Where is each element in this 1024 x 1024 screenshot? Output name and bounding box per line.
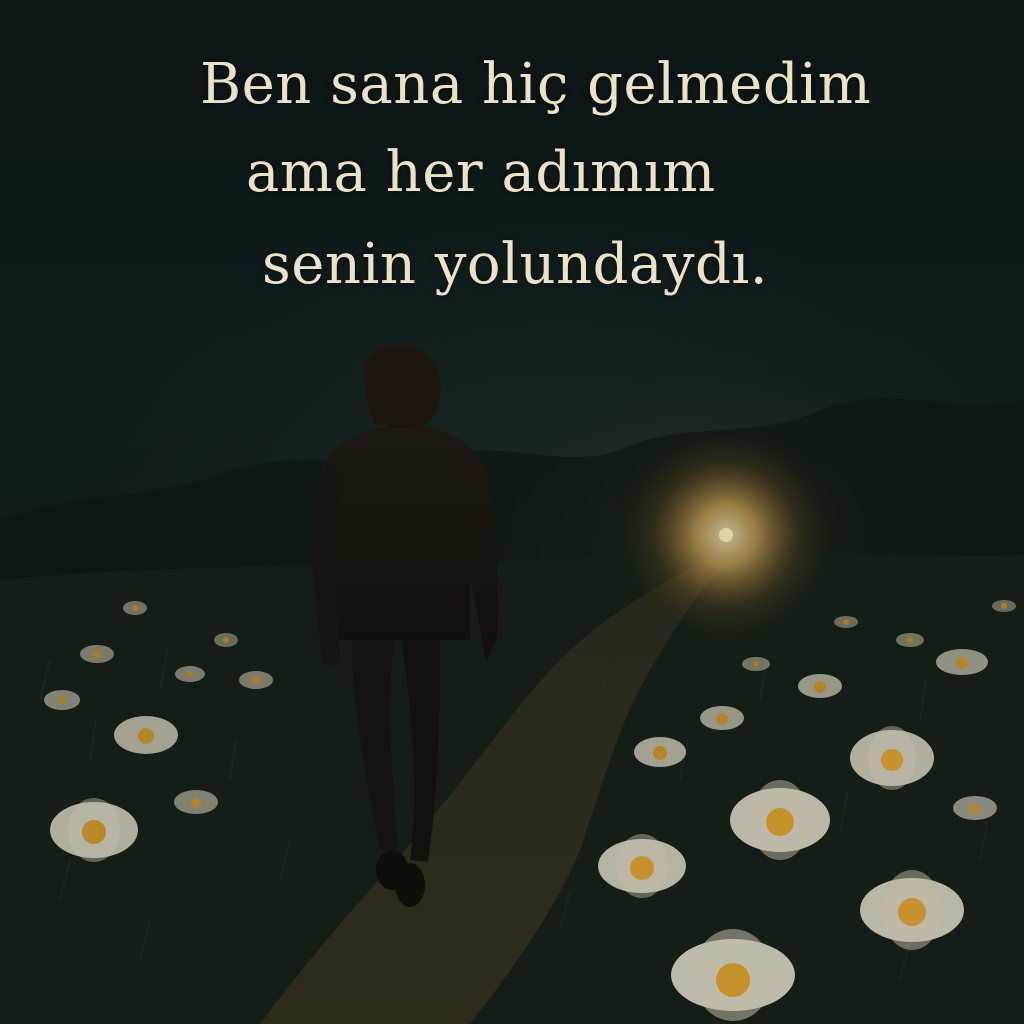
quote-line-1: Ben sana hiç gelmedim [200,52,872,117]
quote-line-3: senin yolundaydı. [262,232,769,297]
quote-line-2: ama her adımım [246,140,716,205]
